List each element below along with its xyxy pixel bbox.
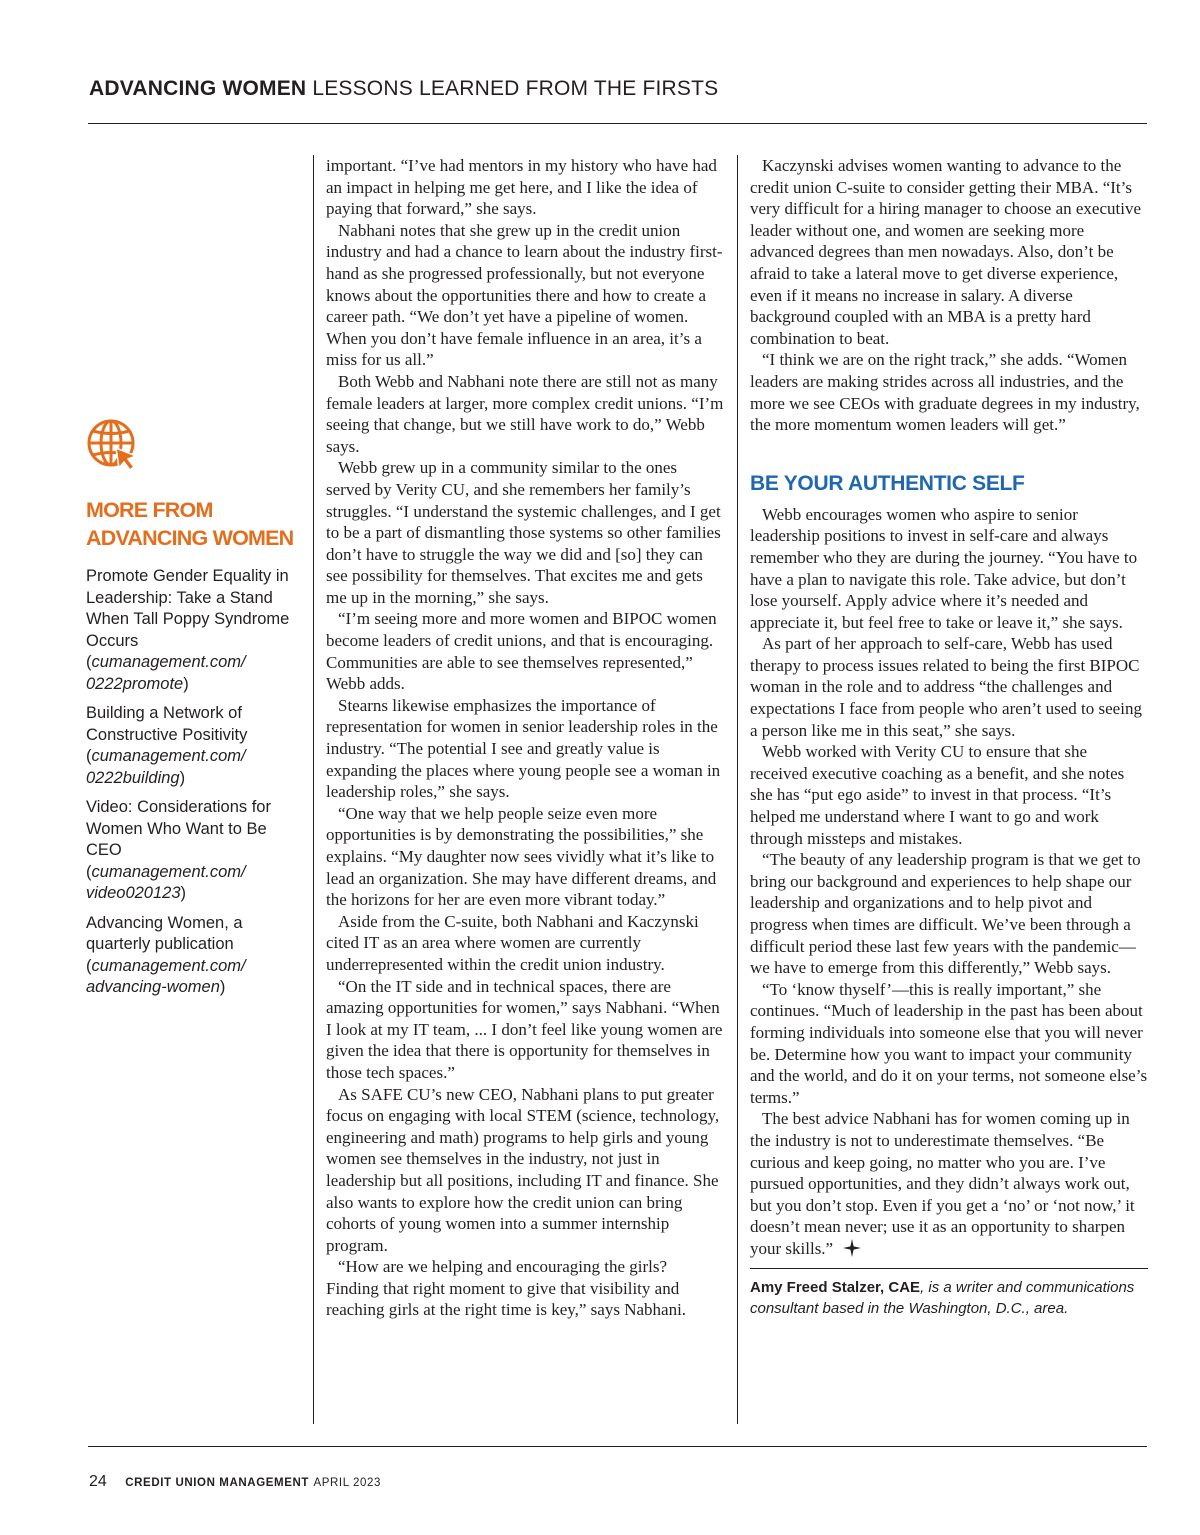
sidebar-item-title: Video: Considerations for Women Who Want to Be CEO [86,798,271,859]
section-subtitle: LESSONS LEARNED FROM THE FIRSTS [312,77,719,100]
section-title: ADVANCING WOMEN [89,77,307,100]
sidebar-item-link[interactable]: cumanagement.com/ 0222promote [86,653,246,693]
paragraph: “I think we are on the right track,” she adds. “Women leaders are making strides across all industries, and the more we see CEOs with graduate degrees in my industry, the more momentum women leaders will get.” [750,350,1140,435]
author-description: , is a writer and communications consultant based in the Washington, D.C., area. [750,1278,1135,1317]
paragraph: “On the IT side and in technical spaces, there are amazing opportunities for women,” says Nabhani. “When I look at my IT team, ... I don’t feel like young women are given the idea that there is opportunity for themselves in those tech spaces.” [326,976,723,1082]
article-column-1 [326,155,724,1321]
paragraph: Nabhani notes that she grew up in the credit union industry and had a chance to learn about the industry first-hand as she progressed professionally, but not everyone knows about the opportunities there and how to create a career path. “We don’t yet have a pipeline of women. When you don’t have female influence in an area, it’s a miss for us all.” [326,220,723,370]
paragraph: Webb encourages women who aspire to senior leadership positions to invest in self-care and always remember who they are during the journey. “You have to have a plan to navigate this role. Take advice, but don’t lose yourself. Apply advice where it’s needed and appreciate it, but feel free to take or leave it,” she says. [750,504,1138,632]
paragraph: Webb worked with Verity CU to ensure that she received executive coaching as a benefit, and she notes she has “put ego aside” to invest in that process. “It’s helped me understand where I want to go and work through missteps and mistakes. [750,742,1125,848]
sidebar-item[interactable]: Promote Gender Equality in Leadership: Take a Stand When Tall Poppy Syndrome Occurs (cumanagement.com/ 0222promote) [86,567,290,693]
end-mark-icon [843,1239,861,1257]
sidebar [86,418,306,1007]
paragraph: important. “I’ve had mentors in my history who have had an impact in helping me get here, and I like the idea of paying that forward,” she says. [326,156,717,219]
page-footer [89,1473,381,1491]
sidebar-item[interactable]: Advancing Women, a quarterly publication (cumanagement.com/ advancing-women) [86,913,246,996]
sidebar-title-line2: ADVANCING WOMEN [86,526,294,550]
page-number: 24 [89,1473,107,1490]
paragraph: Both Webb and Nabhani note there are still not as many female leaders at larger, more complex credit unions. “I’m seeing that change, but we still have work to do,” Webb says. [326,371,724,456]
publication-name: CREDIT UNION MANAGEMENT [125,1477,309,1489]
sidebar-item-link[interactable]: cumanagement.com/ video020123 [86,862,246,902]
sidebar-item-title: Building a Network of Constructive Positivity [86,704,248,744]
sidebar-item-title: Promote Gender Equality in Leadership: Take a Stand When Tall Poppy Syndrome Occurs [86,567,290,650]
paragraph: “One way that we help people seize even more opportunities is by demonstrating the possibilities,” she explains. “My daughter now sees vividly what it’s like to lead an organization. She may have different dreams, and the horizons for her are even more vibrant today.” [326,803,717,910]
footer-rule [88,1446,1147,1447]
sidebar-item-link[interactable]: cumanagement.com/ 0222building [86,747,246,787]
sidebar-item-link[interactable]: cumanagement.com/ advancing-women [86,956,246,996]
sidebar-title-line1: MORE FROM [86,498,213,522]
author-byline [750,1277,1148,1320]
sidebar-item[interactable]: Building a Network of Constructive Positivity (cumanagement.com/ 0222building) [86,704,248,787]
paragraph: Stearns likewise emphasizes the importance of representation for women in senior leadership roles in the industry. “The potential I see and greatly value is expanding the places where young people see a woman in leadership roles,” she says. [326,695,721,802]
sidebar-item[interactable]: Video: Considerations for Women Who Want to Be CEO (cumanagement.com/ video020123) [86,798,271,902]
column-divider-left [313,155,314,1424]
section-header [89,77,718,101]
paragraph: “I’m seeing more and more women and BIPOC women become leaders of credit unions, and that is encouraging. Communities are able to see themselves represented,” Webb adds. [326,609,717,694]
globe-cursor-icon [86,418,140,472]
paragraph: “How are we helping and encouraging the girls? Finding that right moment to give that visibility and reaching girls at the right time is key,” says Nabhani. [326,1257,687,1320]
paragraph: “The beauty of any leadership program is that we get to bring our background and experiences to help shape our leadership and organizations and to help pivot and progress when times are difficult. We’ve been through a difficult period these last few years with the pandemic—we have to emerge from this differently,” Webb says. [750,850,1141,978]
sidebar-item-title: Advancing Women, a quarterly publication [86,913,243,953]
paragraph: As SAFE CU’s new CEO, Nabhani plans to put greater focus on engaging with local STEM (science, technology, engineering and math) programs to help girls and young women see themselves in the industry, not just in leadership but all positions, including IT and finance. She also wants to explore how the credit union can bring cohorts of young women into a summer internship program. [326,1084,720,1255]
issue-date: APRIL 2023 [313,1477,382,1489]
author-name: Amy Freed Stalzer, CAE [750,1278,921,1296]
paragraph: “To ‘know thyself’—this is really important,” she continues. “Much of leadership in the past has been about forming individuals into someone else that you will never be. Determine how you want to impact your community and the world, and do it on your terms, not someone else’s terms.” [750,979,1148,1107]
paragraph: As part of her approach to self-care, Webb has used therapy to process issues related to being the first BIPOC woman in the role and to address “the challenges and expectations I face from people who aren’t used to seeing a person like me in this seat,” she says. [750,634,1142,740]
column-divider-right [737,155,738,1424]
sidebar-title [86,496,306,552]
paragraph: Webb grew up in a community similar to the ones served by Verity CU, and she remembers her family’s struggles. “I understand the systemic challenges, and I get to be a part of dismantling those systems so other families don’t have to struggle the way we did and [so] they can see possibility for themselves. That excites me and gets me up in the morning,” she says. [326,458,721,607]
paragraph: Aside from the C-suite, both Nabhani and Kaczynski cited IT as an area where women are currently underrepresented within the credit union industry. [326,911,699,974]
paragraph: Kaczynski advises women wanting to advance to the credit union C-suite to consider getting their MBA. “It’s very difficult for a hiring manager to choose an executive leader without one, and women are seeking more advanced degrees than men nowadays. Also, don’t be afraid to take a lateral move to get diverse experience, even if it means no increase in salary. A diverse background coupled with an MBA is a pretty hard combination to beat. [750,156,1142,348]
byline-rule [750,1268,1148,1269]
paragraph-last [750,1108,1148,1259]
sidebar-list [86,566,306,999]
header-rule [88,123,1147,124]
paragraph-text: The best advice Nabhani has for women coming up in the industry is not to underestimate themselves. “Be curious and keep going, no matter who you are. I’ve pursued opportunities, and they didn’t always work out, but you don’t stop. Even if you get a ‘no’ or ‘not now,’ it doesn’t mean never; use it as an opportunity to sharpen your skills.” [750,1109,1135,1258]
article-column-2 [750,155,1148,1320]
section-subhead: BE YOUR AUTHENTIC SELF [750,471,1025,495]
